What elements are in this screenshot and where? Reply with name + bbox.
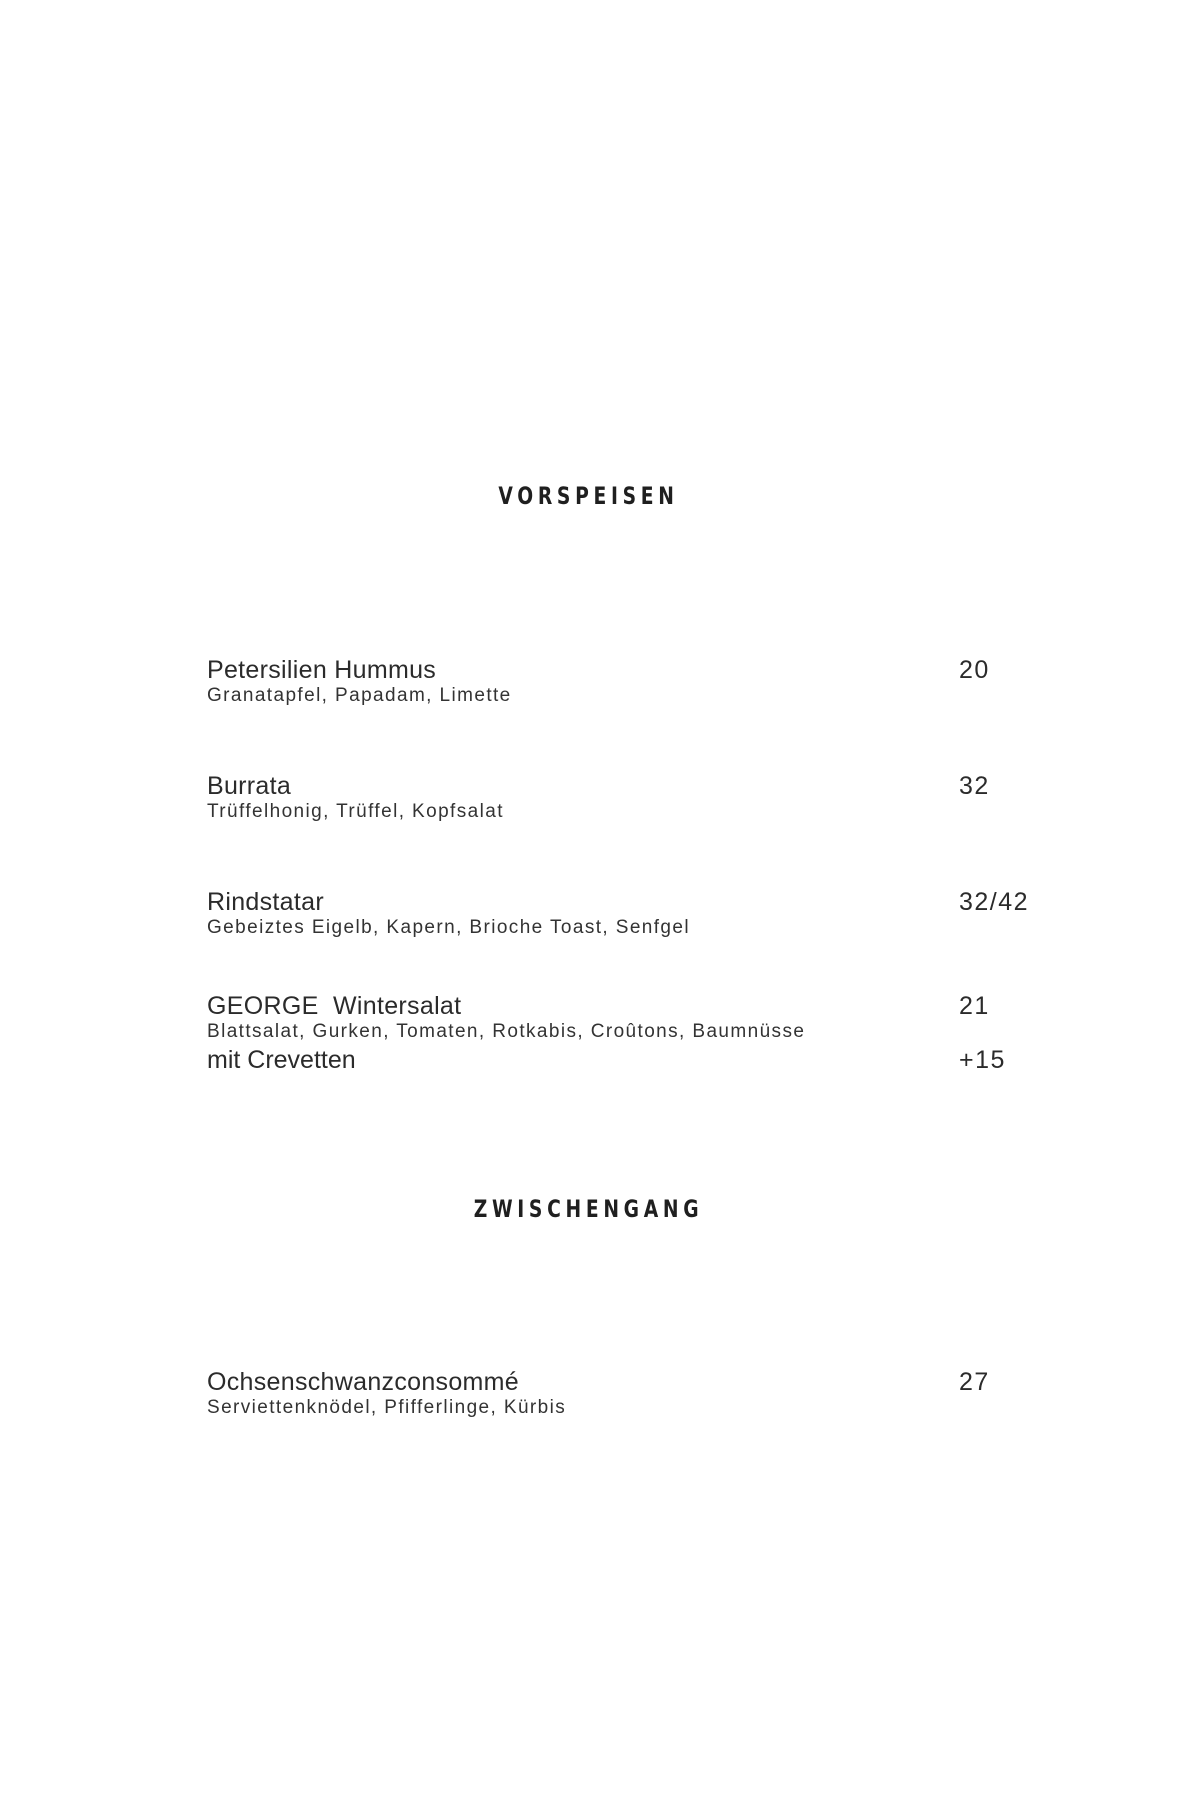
- item-price: 32: [959, 772, 990, 800]
- menu-item: [207, 1367, 1037, 1419]
- item-name: Rindstatar: [207, 888, 324, 916]
- section-title-zwischengang: ZWISCHENGANG: [473, 1195, 704, 1223]
- menu-item: [207, 771, 1037, 823]
- item-description: Blattsalat, Gurken, Tomaten, Rotkabis, Croûtons, Baumnüsse: [207, 1021, 806, 1042]
- item-price: 27: [959, 1368, 990, 1396]
- item-name: Burrata: [207, 772, 292, 800]
- item-price: 32/42: [959, 888, 1030, 916]
- menu-item: [207, 887, 1037, 939]
- item-price: 20: [959, 656, 990, 684]
- item-extra: mit Crevetten: [207, 1046, 356, 1074]
- item-name: GEORGE Wintersalat: [207, 992, 462, 1020]
- item-name: Ochsenschwanzconsommé: [207, 1368, 519, 1396]
- item-description: Granatapfel, Papadam, Limette: [207, 685, 512, 706]
- item-description: Serviettenknödel, Pfifferlinge, Kürbis: [207, 1397, 567, 1418]
- item-name: Petersilien Hummus: [207, 656, 437, 684]
- section-title-vorspeisen: VORSPEISEN: [498, 482, 679, 510]
- item-description: Gebeiztes Eigelb, Kapern, Brioche Toast, Senfgel: [207, 917, 690, 938]
- menu-item: [207, 655, 1037, 707]
- item-extra-price: +15: [959, 1046, 1006, 1074]
- menu-item: [207, 991, 1037, 1075]
- item-description: Trüffelhonig, Trüffel, Kopfsalat: [207, 801, 504, 822]
- item-price: 21: [959, 992, 990, 1020]
